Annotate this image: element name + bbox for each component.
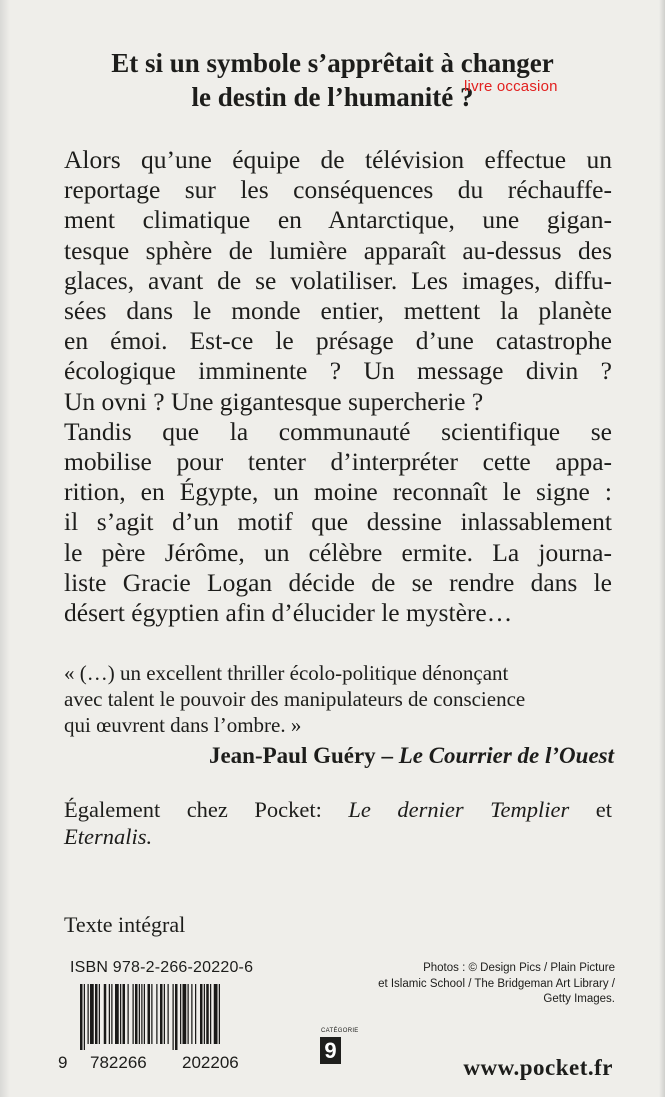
blurb-line: Tandis que la communauté scientifique se [64, 416, 612, 446]
headline-line-2: le destin de l’humanité ? [191, 82, 474, 112]
blurb-line: liste Gracie Logan décide de se rendre dans le [64, 567, 612, 597]
also-line-1 [64, 796, 612, 823]
barcode-group-2: 202206 [182, 1053, 239, 1072]
blurb-line: glaces, avant de se volatiliser. Les images, diffu- [64, 265, 612, 295]
category-badge: 9 [320, 1037, 341, 1064]
quote-line: avec talent le pouvoir des manipulateurs de conscience [64, 687, 526, 711]
blurb-line: Alors qu’une équipe de télévision effectue un [64, 145, 612, 174]
review-quote [64, 660, 614, 738]
blurb-line: Un ovni ? Une gigantesque supercherie ? [64, 386, 484, 416]
barcode-lead-digit: 9 [58, 1053, 68, 1072]
quote-author: Jean-Paul Guéry [208, 743, 376, 768]
isbn: ISBN 978-2-266-20220-6 [70, 959, 254, 976]
quote-attribution [209, 743, 614, 769]
blurb-line: reportage sur les conséquences du réchauffe- [64, 175, 612, 205]
blurb-line: ment climatique en Antarctique, une gigan- [64, 205, 612, 235]
also-and: et [569, 797, 612, 822]
credits-line: et Islamic School / The Bridgeman Art Library / [378, 977, 615, 990]
barcode-group-1: 782266 [90, 1053, 147, 1072]
photo-credits [378, 961, 615, 1008]
credits-line: Getty Images. [543, 993, 615, 1005]
texte-integral-label: Texte intégral [64, 912, 186, 937]
credits-line: Photos : © Design Pics / Plain Picture [423, 962, 615, 974]
blurb-line: désert égyptien afin d’élucider le mystère… [64, 598, 513, 628]
headline-line-1: Et si un symbole s’apprêtait à changer [111, 48, 554, 78]
category-label: CATÉGORIE [321, 1028, 359, 1034]
blurb [64, 145, 612, 628]
publisher-website: www.pocket.fr [463, 1055, 613, 1080]
also-title-2: Eternalis. [64, 824, 153, 849]
cover-left-edge [0, 0, 10, 1097]
blurb-line: sées dans le monde entier, mettent la planète [64, 296, 612, 326]
blurb-line: rition, en Égypte, un moine reconnaît le signe : [64, 477, 612, 507]
barcode [80, 984, 270, 1055]
also-title-1: Le dernier Templier [348, 797, 570, 822]
also-prefix: Également chez Pocket: [64, 797, 349, 822]
blurb-line: il s’agit d’un motif que dessine inlassablement [64, 507, 612, 537]
quote-line: « (…) un excellent thriller écolo-politique dénonçant [64, 661, 509, 685]
attribution-dash: – [375, 743, 399, 768]
quote-line: qui œuvrent dans l’ombre. » [64, 713, 302, 737]
barcode-bars [80, 984, 270, 1050]
blurb-line: le père Jérôme, un célèbre ermite. La journa- [64, 537, 612, 567]
also-line-2 [64, 823, 612, 850]
blurb-line: tesque sphère de lumière apparaît au-dessus des [64, 235, 612, 265]
watermark: livre occasion [464, 78, 558, 95]
also-by-author [64, 796, 612, 850]
cover-right-edge [659, 0, 665, 1097]
blurb-line: mobilise pour tenter d’interpréter cette appa- [64, 447, 612, 477]
quote-source: Le Courrier de l’Ouest [398, 743, 614, 768]
blurb-line: écologique imminente ? Un message divin ? [64, 356, 612, 386]
blurb-line: en émoi. Est-ce le présage d’une catastrophe [64, 326, 612, 356]
